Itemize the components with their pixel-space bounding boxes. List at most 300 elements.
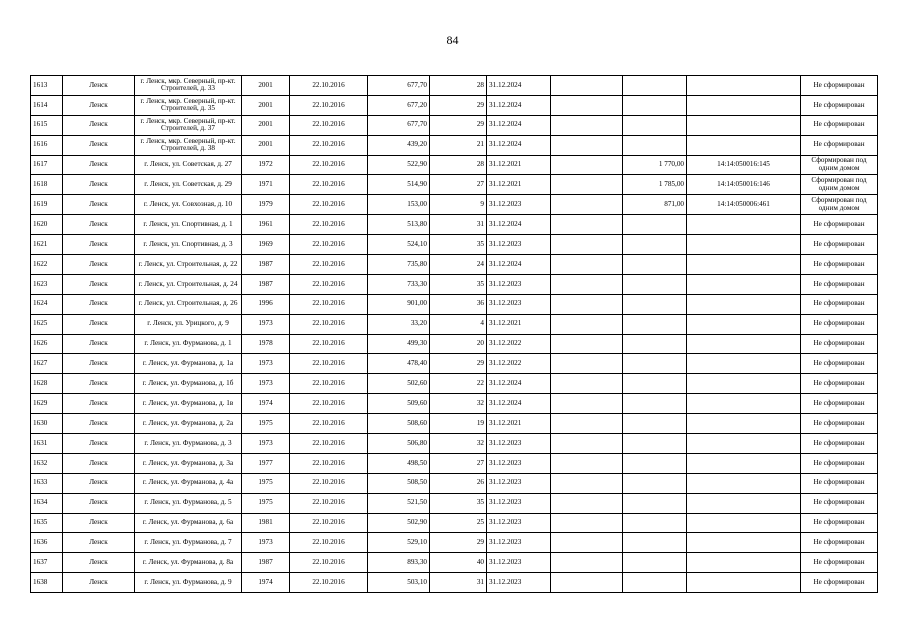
cell-address: г. Ленск, ул. Фурманова, д. 6а [135,513,242,533]
cell-status: Сформирован под одним домом [801,155,878,175]
cell-deadline: 31.12.2023 [487,573,551,593]
cell-cadastral [687,553,801,573]
cell-city: Ленск [63,334,135,354]
cell-date: 22.10.2016 [290,76,368,96]
table-row [31,215,878,235]
cell-city: Ленск [63,473,135,493]
cell-year: 1975 [242,414,290,434]
cell-deadline: 31.12.2023 [487,473,551,493]
table-row [31,95,878,115]
cell-num: 1616 [31,135,63,155]
table-row [31,493,878,513]
cell-address: г. Ленск, ул. Фурманова, д. 1б [135,374,242,394]
cell-area: 522,90 [368,155,430,175]
table-row [31,414,878,434]
cell-c9 [551,314,623,334]
cell-num: 1615 [31,115,63,135]
cell-address: г. Ленск, мкр. Северный, пр-кт. Строителей, д. 33 [135,76,242,96]
cell-date: 22.10.2016 [290,195,368,215]
cell-num: 1635 [31,513,63,533]
cell-c10 [623,513,687,533]
cell-num: 1633 [31,473,63,493]
table-row [31,553,878,573]
cell-date: 22.10.2016 [290,394,368,414]
cell-area: 153,00 [368,195,430,215]
housing-table [30,75,878,593]
cell-deadline: 31.12.2024 [487,394,551,414]
cell-c10 [623,334,687,354]
cell-city: Ленск [63,215,135,235]
cell-address: г. Ленск, ул. Фурманова, д. 4а [135,473,242,493]
cell-status: Не сформирован [801,513,878,533]
cell-c10 [623,493,687,513]
cell-num: 1620 [31,215,63,235]
cell-c10 [623,533,687,553]
cell-deadline: 31.12.2022 [487,334,551,354]
cell-c10: 1 770,00 [623,155,687,175]
cell-year: 1978 [242,334,290,354]
cell-c9 [551,513,623,533]
cell-pct: 24 [430,255,487,275]
cell-date: 22.10.2016 [290,414,368,434]
cell-deadline: 31.12.2024 [487,135,551,155]
table-row [31,175,878,195]
cell-num: 1624 [31,294,63,314]
cell-deadline: 31.12.2023 [487,553,551,573]
table-row [31,374,878,394]
cell-cadastral [687,334,801,354]
cell-pct: 35 [430,274,487,294]
cell-city: Ленск [63,255,135,275]
cell-c9 [551,294,623,314]
cell-deadline: 31.12.2024 [487,95,551,115]
cell-cadastral [687,453,801,473]
cell-city: Ленск [63,314,135,334]
cell-pct: 32 [430,394,487,414]
cell-year: 1977 [242,453,290,473]
cell-address: г. Ленск, ул. Советская, д. 27 [135,155,242,175]
cell-pct: 26 [430,473,487,493]
table-row [31,314,878,334]
cell-c9 [551,135,623,155]
cell-deadline: 31.12.2023 [487,274,551,294]
cell-deadline: 31.12.2024 [487,255,551,275]
cell-pct: 29 [430,354,487,374]
cell-area: 439,20 [368,135,430,155]
cell-c9 [551,175,623,195]
cell-area: 733,30 [368,274,430,294]
cell-year: 1969 [242,235,290,255]
cell-pct: 31 [430,215,487,235]
cell-area: 499,30 [368,334,430,354]
cell-pct: 27 [430,453,487,473]
cell-area: 502,90 [368,513,430,533]
cell-c10 [623,115,687,135]
cell-cadastral: 14:14:050016:146 [687,175,801,195]
cell-year: 1973 [242,533,290,553]
cell-pct: 29 [430,533,487,553]
cell-address: г. Ленск, ул. Фурманова, д. 5 [135,493,242,513]
cell-date: 22.10.2016 [290,314,368,334]
cell-c9 [551,473,623,493]
cell-deadline: 31.12.2023 [487,533,551,553]
cell-city: Ленск [63,493,135,513]
cell-address: г. Ленск, мкр. Северный, пр-кт. Строителей, д. 35 [135,95,242,115]
cell-c9 [551,553,623,573]
cell-cadastral [687,414,801,434]
cell-year: 1996 [242,294,290,314]
cell-pct: 35 [430,235,487,255]
cell-c9 [551,354,623,374]
cell-cadastral [687,235,801,255]
cell-area: 735,80 [368,255,430,275]
cell-area: 508,60 [368,414,430,434]
table-row [31,473,878,493]
cell-deadline: 31.12.2021 [487,414,551,434]
cell-city: Ленск [63,394,135,414]
table-row [31,513,878,533]
cell-date: 22.10.2016 [290,553,368,573]
cell-cadastral [687,115,801,135]
cell-c10 [623,294,687,314]
cell-deadline: 31.12.2021 [487,175,551,195]
cell-c9 [551,235,623,255]
cell-num: 1614 [31,95,63,115]
cell-date: 22.10.2016 [290,294,368,314]
cell-num: 1631 [31,434,63,454]
cell-city: Ленск [63,453,135,473]
cell-c9 [551,155,623,175]
cell-c10 [623,274,687,294]
cell-status: Не сформирован [801,473,878,493]
cell-city: Ленск [63,135,135,155]
cell-c9 [551,334,623,354]
cell-status: Не сформирован [801,453,878,473]
cell-city: Ленск [63,354,135,374]
cell-cadastral [687,473,801,493]
cell-area: 506,80 [368,434,430,454]
cell-area: 529,10 [368,533,430,553]
cell-c9 [551,493,623,513]
cell-city: Ленск [63,274,135,294]
cell-status: Не сформирован [801,314,878,334]
cell-c9 [551,76,623,96]
cell-city: Ленск [63,434,135,454]
cell-c9 [551,195,623,215]
cell-num: 1613 [31,76,63,96]
cell-year: 1971 [242,175,290,195]
cell-cadastral [687,354,801,374]
cell-year: 1973 [242,354,290,374]
cell-year: 1974 [242,394,290,414]
cell-area: 524,10 [368,235,430,255]
cell-city: Ленск [63,115,135,135]
table-row [31,274,878,294]
cell-cadastral [687,533,801,553]
cell-status: Не сформирован [801,135,878,155]
cell-cadastral [687,95,801,115]
cell-area: 33,20 [368,314,430,334]
table-row [31,434,878,454]
cell-status: Не сформирован [801,553,878,573]
cell-date: 22.10.2016 [290,374,368,394]
cell-cadastral [687,374,801,394]
cell-c10 [623,394,687,414]
cell-c9 [551,255,623,275]
table-row [31,334,878,354]
cell-address: г. Ленск, ул. Фурманова, д. 9 [135,573,242,593]
cell-year: 1981 [242,513,290,533]
cell-date: 22.10.2016 [290,573,368,593]
cell-pct: 20 [430,334,487,354]
cell-area: 513,80 [368,215,430,235]
table-row [31,533,878,553]
cell-date: 22.10.2016 [290,513,368,533]
cell-address: г. Ленск, ул. Строительная, д. 22 [135,255,242,275]
cell-address: г. Ленск, ул. Строительная, д. 24 [135,274,242,294]
cell-cadastral [687,493,801,513]
cell-pct: 35 [430,493,487,513]
cell-area: 677,70 [368,115,430,135]
cell-c10: 871,00 [623,195,687,215]
table-row [31,255,878,275]
cell-address: г. Ленск, ул. Фурманова, д. 3 [135,434,242,454]
cell-deadline: 31.12.2023 [487,434,551,454]
cell-address: г. Ленск, ул. Совхозная, д. 10 [135,195,242,215]
cell-deadline: 31.12.2023 [487,235,551,255]
cell-date: 22.10.2016 [290,493,368,513]
table-row [31,235,878,255]
cell-pct: 27 [430,175,487,195]
cell-pct: 28 [430,155,487,175]
cell-year: 2001 [242,115,290,135]
cell-address: г. Ленск, ул. Фурманова, д. 3а [135,453,242,473]
cell-num: 1634 [31,493,63,513]
cell-status: Не сформирован [801,394,878,414]
cell-c10 [623,95,687,115]
cell-c10 [623,573,687,593]
cell-status: Не сформирован [801,215,878,235]
cell-date: 22.10.2016 [290,135,368,155]
cell-year: 1987 [242,255,290,275]
cell-year: 1975 [242,473,290,493]
cell-num: 1619 [31,195,63,215]
cell-num: 1621 [31,235,63,255]
cell-c9 [551,95,623,115]
cell-status: Не сформирован [801,95,878,115]
table-row [31,453,878,473]
cell-num: 1623 [31,274,63,294]
cell-deadline: 31.12.2023 [487,294,551,314]
cell-num: 1638 [31,573,63,593]
cell-area: 502,60 [368,374,430,394]
cell-date: 22.10.2016 [290,115,368,135]
cell-city: Ленск [63,553,135,573]
cell-address: г. Ленск, ул. Спортивная, д. 3 [135,235,242,255]
cell-c10 [623,76,687,96]
cell-num: 1627 [31,354,63,374]
cell-pct: 32 [430,434,487,454]
cell-c10 [623,374,687,394]
cell-pct: 21 [430,135,487,155]
cell-c9 [551,434,623,454]
cell-city: Ленск [63,414,135,434]
cell-year: 1973 [242,314,290,334]
cell-deadline: 31.12.2021 [487,155,551,175]
table-row [31,135,878,155]
cell-city: Ленск [63,235,135,255]
cell-address: г. Ленск, ул. Советская, д. 29 [135,175,242,195]
cell-date: 22.10.2016 [290,235,368,255]
cell-city: Ленск [63,76,135,96]
cell-c10 [623,414,687,434]
cell-cadastral [687,573,801,593]
cell-date: 22.10.2016 [290,95,368,115]
cell-date: 22.10.2016 [290,434,368,454]
cell-num: 1629 [31,394,63,414]
cell-deadline: 31.12.2023 [487,493,551,513]
cell-status: Не сформирован [801,374,878,394]
cell-status: Не сформирован [801,76,878,96]
cell-c9 [551,115,623,135]
table-row [31,294,878,314]
cell-cadastral: 14:14:050006:461 [687,195,801,215]
cell-year: 1974 [242,573,290,593]
cell-city: Ленск [63,155,135,175]
cell-pct: 25 [430,513,487,533]
cell-area: 677,20 [368,95,430,115]
cell-address: г. Ленск, ул. Урицкого, д. 9 [135,314,242,334]
cell-status: Сформирован под одним домом [801,175,878,195]
table-row [31,76,878,96]
table-row [31,573,878,593]
cell-deadline: 31.12.2024 [487,374,551,394]
cell-cadastral [687,513,801,533]
cell-address: г. Ленск, мкр. Северный, пр-кт. Строителей, д. 37 [135,115,242,135]
cell-city: Ленск [63,573,135,593]
cell-status: Сформирован под одним домом [801,195,878,215]
cell-deadline: 31.12.2024 [487,76,551,96]
cell-pct: 19 [430,414,487,434]
cell-num: 1617 [31,155,63,175]
cell-date: 22.10.2016 [290,255,368,275]
cell-address: г. Ленск, ул. Фурманова, д. 1а [135,354,242,374]
cell-area: 514,90 [368,175,430,195]
cell-c10 [623,314,687,334]
cell-num: 1630 [31,414,63,434]
cell-city: Ленск [63,374,135,394]
cell-date: 22.10.2016 [290,473,368,493]
cell-year: 1987 [242,274,290,294]
cell-date: 22.10.2016 [290,334,368,354]
cell-city: Ленск [63,95,135,115]
cell-area: 509,60 [368,394,430,414]
cell-status: Не сформирован [801,533,878,553]
table-row [31,394,878,414]
cell-address: г. Ленск, ул. Фурманова, д. 8а [135,553,242,573]
cell-area: 478,40 [368,354,430,374]
cell-c10 [623,354,687,374]
cell-date: 22.10.2016 [290,274,368,294]
cell-pct: 9 [430,195,487,215]
cell-status: Не сформирован [801,414,878,434]
cell-deadline: 31.12.2023 [487,195,551,215]
cell-address: г. Ленск, ул. Фурманова, д. 1 [135,334,242,354]
cell-status: Не сформирован [801,294,878,314]
cell-address: г. Ленск, ул. Фурманова, д. 1в [135,394,242,414]
cell-cadastral [687,135,801,155]
cell-pct: 31 [430,573,487,593]
cell-c10: 1 785,00 [623,175,687,195]
cell-area: 498,50 [368,453,430,473]
table-row [31,115,878,135]
cell-status: Не сформирован [801,573,878,593]
cell-status: Не сформирован [801,235,878,255]
cell-status: Не сформирован [801,115,878,135]
cell-deadline: 31.12.2021 [487,314,551,334]
cell-date: 22.10.2016 [290,354,368,374]
cell-year: 1975 [242,493,290,513]
cell-c10 [623,453,687,473]
cell-c9 [551,215,623,235]
cell-num: 1622 [31,255,63,275]
cell-year: 1973 [242,374,290,394]
cell-city: Ленск [63,195,135,215]
cell-pct: 36 [430,294,487,314]
cell-address: г. Ленск, ул. Строительная, д. 26 [135,294,242,314]
cell-c10 [623,215,687,235]
cell-address: г. Ленск, ул. Фурманова, д. 7 [135,533,242,553]
cell-pct: 40 [430,553,487,573]
cell-c9 [551,274,623,294]
cell-c10 [623,235,687,255]
cell-c9 [551,573,623,593]
cell-cadastral [687,314,801,334]
cell-deadline: 31.12.2024 [487,215,551,235]
cell-year: 1979 [242,195,290,215]
cell-c9 [551,533,623,553]
cell-city: Ленск [63,513,135,533]
cell-cadastral [687,255,801,275]
cell-num: 1637 [31,553,63,573]
cell-pct: 28 [430,76,487,96]
cell-cadastral [687,274,801,294]
cell-cadastral [687,434,801,454]
cell-date: 22.10.2016 [290,215,368,235]
cell-c10 [623,553,687,573]
cell-address: г. Ленск, ул. Фурманова, д. 2а [135,414,242,434]
cell-deadline: 31.12.2022 [487,354,551,374]
table-row [31,155,878,175]
cell-num: 1618 [31,175,63,195]
cell-num: 1632 [31,453,63,473]
cell-year: 1961 [242,215,290,235]
cell-area: 901,00 [368,294,430,314]
table-row [31,354,878,374]
cell-year: 2001 [242,76,290,96]
table-body [31,76,878,593]
cell-pct: 29 [430,95,487,115]
cell-status: Не сформирован [801,434,878,454]
cell-area: 508,50 [368,473,430,493]
cell-num: 1628 [31,374,63,394]
cell-area: 677,70 [368,76,430,96]
cell-cadastral [687,76,801,96]
cell-num: 1626 [31,334,63,354]
cell-area: 521,50 [368,493,430,513]
page-number: 84 [446,33,459,47]
cell-status: Не сформирован [801,334,878,354]
